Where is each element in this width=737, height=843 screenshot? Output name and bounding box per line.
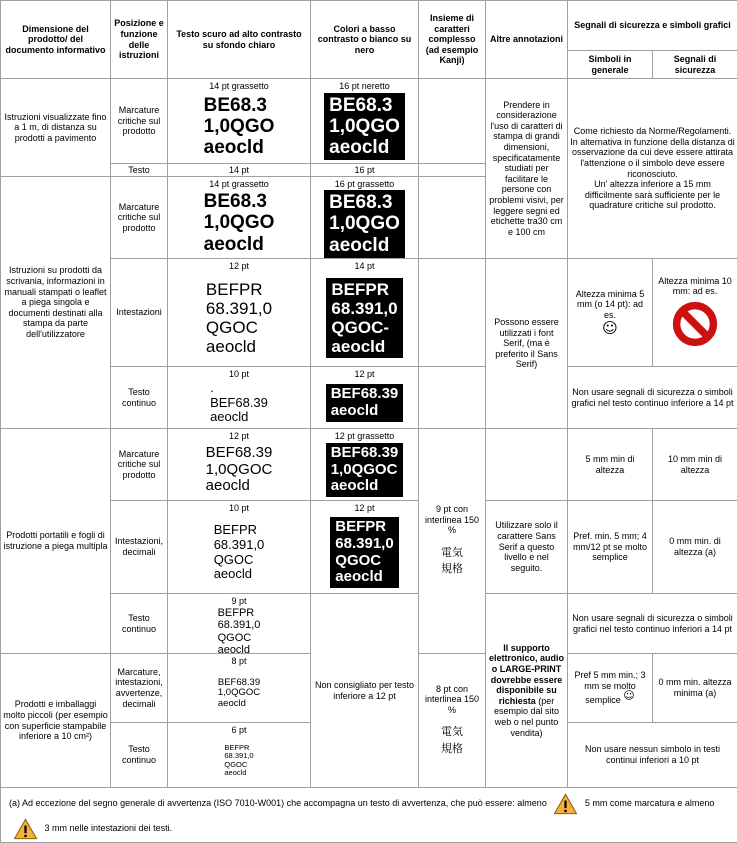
pt-size-label: 14 pt grassetto [209,179,269,189]
text-line: Istruzioni visualizzate fino a 1 m, di distanza su prodotti a pavimento [4,111,107,143]
pt-size-label: 14 pt [354,261,375,271]
sample-line: aeocld [330,402,379,419]
sample-wrap [313,190,416,258]
cell-posizione-r3c [111,594,168,654]
sample-text [214,523,265,581]
sample-wrap [170,442,308,498]
sample-wrap [170,667,308,720]
text-line: 16 pt [354,164,375,175]
sample-line: 1,0QGO [203,115,275,137]
cell-annotazioni-r4 [486,594,568,788]
sample-line: aeocld [213,566,252,582]
sample-wrap [313,272,416,364]
text-line: Marcature critiche sul prodotto [117,201,161,233]
sample-line: 1,0QGO [203,212,275,234]
smiley-icon: ☺ [623,689,635,703]
sample-line: QGOC [205,318,258,337]
sample-line: 1,0QGO [329,213,400,235]
sample-wrap [313,380,416,426]
sample-line: QGOC [217,631,252,644]
sample-light-r3b [168,501,311,594]
sample-line: BEFPR [213,522,258,538]
normal-text-span: (per esempio dal sito web o nel punto vendita) [493,695,560,738]
footnote-text-3: 3 mm nelle intestazioni dei testi. [44,823,173,833]
sample-line: QGOC [335,551,382,569]
text-line: Insieme di caratteri complesso (ad esempio Kanji) [425,12,479,66]
sample-line: BEFPR [205,279,263,299]
sample-line: aeocld [217,697,246,709]
sample-wrap [313,514,416,591]
text-line: Non usare nessun simbolo in testi continui inferiori a 10 pt [584,744,721,765]
text-line: 8 pt con interlinea 150 % [424,683,480,715]
cell-segnali-0mm-minima-a [653,654,737,723]
warning-triangle-icon-2 [13,818,38,840]
sample-wrap [170,92,308,161]
footnote [1,788,737,843]
text-line: 14 pt [228,164,250,175]
sample-line: 68.391,0 [217,619,261,632]
cell-posizione-r4b [111,723,168,788]
sample-wrap [170,190,308,256]
sample-wrap [313,442,416,498]
pt-size-label: 6 pt [231,725,247,735]
sample-line: 68.391,0 [335,534,394,552]
text-line: 0 mm min. di altezza (a) [669,536,721,557]
sample-line: BE68.3 [329,94,393,116]
cell-simboli-altezza-5mm [568,259,653,367]
header-segnali-di-sicurezza [653,51,737,79]
pt-size-label: 12 pt [228,261,250,271]
sample-light-r4b [168,723,311,788]
sample-line: BEFPR [331,279,390,299]
cell-posizione-r4a [111,654,168,723]
kanji-line: 規格 [441,741,463,755]
cell-simboli-5mm-min [568,429,653,501]
cell-non-usare-14pt-1 [568,367,737,429]
pt-size-label: 12 pt [228,431,250,441]
text-line: Come richiesto da Norme/Regolamenti. In alternativa in funzione della distanza di osservazione da cui deve essere attirata l'attenzione o il simbolo deve essere riconosciuto. [570,126,735,179]
sample-dark-r3a [311,429,419,501]
sample-line: aeocld [329,137,390,159]
text-line: Dimensione del prodotto/ del documento informativo [5,23,106,55]
header-insieme-caratteri-kanji [419,1,486,79]
sample-line: BEF68.39 [210,394,268,410]
header-posizione-funzione [111,1,168,79]
sample-line: BE68.3 [203,94,267,116]
cell-simboli-pref-min-5mm [568,501,653,594]
sample-line: 1,0QGOC [330,460,398,478]
text-line: Non consigliato per testo inferiore a 12 pt [314,679,415,701]
sample-line: aeocld [217,643,250,654]
sample-wrap [170,514,308,591]
cell-kanji-empty-r2a [419,177,486,259]
sample-line: aeocld [331,337,386,357]
sample-line: QGOC- [331,318,390,337]
text-line: Non usare segnali di sicurezza o simboli grafici nel testo continuo inferiori a 14 pt [572,612,733,634]
sample-line: aeocld [205,337,257,357]
pt-size-label: 12 pt [354,503,375,513]
sample-line: aeocld [335,568,383,586]
pt-size-label: 8 pt [231,656,247,666]
sample-line: BE68.3 [329,192,393,213]
pt-size-label: 12 pt [354,369,375,379]
cell-segnali-10mm-min [653,429,737,501]
cell-non-consigliato [311,594,419,788]
cell-dimensione-r3 [1,429,111,654]
cell-segnali-r1-merged [568,79,737,259]
sample-text-dark [326,443,404,497]
cell-testo-14pt [168,164,311,177]
sample-light-r3a [168,429,311,501]
text-line: Prodotti e imballaggi molto piccoli (per esempio con superficie stampabile inferiore a 10 cm²) [3,699,108,742]
footnote-text-2: 5 mm come marcatura e almeno [584,798,715,808]
text-line: Testo continuo [121,386,157,408]
header-colori-basso-contrasto [311,1,419,79]
sample-line: QGOC [213,551,254,567]
text-line: Simboli in generale [588,53,632,75]
cell-kanji-empty-r2c [419,367,486,429]
sample-line: aeocld [203,233,264,255]
sample-line: BEF68.39 [205,443,273,461]
sample-line: aeocld [203,137,264,159]
text-line: Utilizzare solo il carattere Sans Serif a questo livello e nel seguito. [495,520,558,573]
sample-text [204,95,275,159]
sample-light-r2b [168,259,311,367]
sample-line: BEFPR [217,607,255,619]
sample-line: . [210,380,214,396]
sample-wrap [170,380,308,426]
sample-line: BEFPR [224,742,250,752]
cell-dimensione-r1 [1,79,111,177]
text-line: Intestazioni, decimali [114,536,164,557]
sample-line: aeocld [210,409,249,425]
text-line: Non usare segnali di sicurezza o simboli grafici nel testo continuo inferiore a 14 pt [571,386,734,408]
text-line: Posizione e funzione delle istruzioni [114,18,164,61]
cell-posizione-r2a [111,177,168,259]
cell-posizione-r2b [111,259,168,367]
sample-text [204,191,275,255]
cell-kanji-empty-r2b [419,259,486,367]
sample-text-dark [330,517,398,588]
sample-dark-r2a [311,177,419,259]
cell-annotazioni-r1 [486,79,568,259]
text-line [570,670,650,706]
cell-annotazioni-r2 [486,259,568,429]
text-line: 9 pt con interlinea 150 % [424,504,480,536]
cell-non-usare-10pt [568,723,737,788]
sample-line: 68.391,0 [213,536,265,552]
sample-dark-r1a [311,79,419,164]
text-span: Pref 5 mm min.; 3 mm se molto semplice [574,670,646,706]
text-line: 10 mm min di altezza [667,453,722,475]
text-line: Segnali di sicurezza e simboli grafici [574,20,731,31]
sample-dark-r3b [311,501,419,594]
sample-line: aeocld [330,477,379,495]
pt-size-label: 10 pt [228,369,250,379]
header-altre-annotazioni [486,1,568,79]
sample-light-r2a [168,177,311,259]
text-line: Testo [128,164,150,175]
sample-line: 68.391,0 [224,751,254,761]
sample-dark-r2c [311,367,419,429]
cell-simboli-pref-5mm-smiley [568,654,653,723]
text-line [488,643,565,738]
header-segnali-sicurezza-simboli [568,1,737,51]
sample-text-dark [324,190,405,258]
text-line: Altezza minima 5 mm (o 14 pt): ad es. [575,288,645,320]
text-line: 5 mm min di altezza [585,453,635,475]
sample-light-r2c [168,367,311,429]
cell-posizione-r1a [111,79,168,164]
sample-line: 68.391,0 [331,298,398,318]
pt-size-label: 9 pt [231,596,247,606]
sample-wrap [170,736,308,785]
pt-size-label: 10 pt [228,503,250,513]
kanji-line: 電気 [441,725,463,739]
cell-posizione-r3b [111,501,168,594]
text-line: 0 mm min. altezza minima (a) [658,677,732,698]
cell-kanji-r4 [419,654,486,788]
sample-line: aeocld [224,767,247,777]
cell-posizione-r2c [111,367,168,429]
sample-line: BEF68.39 [217,676,261,688]
cell-segnali-0mm-a [653,501,737,594]
text-line: Testo continuo [121,612,157,634]
prohibition-icon [672,301,718,350]
sample-text-dark [326,384,404,422]
cell-annotazioni-r3a-empty [486,429,568,501]
sample-wrap [170,607,308,654]
sample-line: BEF68.39 [330,385,399,403]
pt-size-label: 16 pt neretto [339,81,390,91]
warning-triangle-icon [553,793,578,815]
sample-text [224,744,253,778]
text-line: Colori a basso contrasto o bianco su nero [317,23,412,55]
header-dimensione-prodotto [1,1,111,79]
sample-line: aeocld [329,234,390,256]
sample-text-dark [326,278,402,358]
kanji-sample-text [441,724,463,757]
cell-posizione-r1b [111,164,168,177]
sample-line: BEFPR [335,517,387,535]
text-line: Intestazioni [116,307,162,318]
cell-dimensione-r2 [1,177,111,429]
text-line: Un' altezza inferiore a 15 mm difficilmente sarà sufficiente per le quadrature critiche sul prodotto. [584,179,721,211]
smiley-icon: ☺ [602,319,618,338]
header-testo-scuro [168,1,311,79]
cell-segnali-altezza-10mm [653,259,737,367]
sample-wrap [170,272,308,364]
text-line: Possono essere utilizzati i font Serif, (ma è preferito il Sans Serif) [494,316,559,370]
text-line: Testo continuo [121,744,157,765]
sample-line: QGOC [224,759,248,769]
text-line: Altezza minima 10 mm: ad es. [658,275,732,297]
text-line: Testo scuro ad alto contrasto su sfondo chiaro [176,28,302,50]
sample-line: 1,0QGO [329,115,400,137]
sample-wrap [313,92,416,161]
pt-size-label: 12 pt grassetto [334,431,395,441]
text-line: Marcature critiche sul prodotto [117,448,161,480]
text-line: Prodotti portatili e fogli di istruzione a piega multipla [3,530,108,551]
pt-size-label: 16 pt grassetto [334,179,395,189]
sample-text [206,445,273,495]
sample-text [218,678,260,710]
text-line: Pref. min. 5 mm; 4 mm/12 pt se molto semplice [572,531,648,563]
sample-line: 68.391,0 [205,298,273,318]
sample-line: aeocld [205,477,250,495]
sample-light-r3c [168,594,311,654]
text-line: Marcature, intestazioni, avvertenze, decimali [115,666,163,709]
sample-text-dark [324,93,405,161]
kanji-line: 規格 [441,562,463,576]
sample-light-r1a [168,79,311,164]
cell-non-usare-14pt-2 [568,594,737,654]
sample-light-r4a [168,654,311,723]
cell-kanji-empty-r1b [419,164,486,177]
sample-text [210,381,268,425]
text-line: Segnali di sicurezza [673,53,717,75]
header-simboli-in-generale [568,51,653,79]
cell-dimensione-r4 [1,654,111,788]
text-line: Istruzioni su prodotti da scrivania, informazioni in manuali stampati o leaflet a piega singola e documenti destinati alla stampa da parte dell'utilizzatore [4,265,107,340]
kanji-sample-text [441,545,463,578]
cell-kanji-r3 [419,429,486,654]
sample-line: BE68.3 [203,191,267,213]
cell-posizione-r3a [111,429,168,501]
cell-testo-16pt [311,164,419,177]
pt-size-label: 14 pt grassetto [209,81,269,91]
kanji-line: 電気 [441,545,463,559]
sample-text [218,607,261,654]
cell-kanji-empty-r1a [419,79,486,164]
text-line: Altre annotazioni [489,34,563,45]
text-line: Marcature critiche sul prodotto [117,105,161,137]
footnote-text-1: (a) Ad eccezione del segno generale di avvertenza (ISO 7010-W001) che accompagna un testo di avvertenza, che può essere: almeno [9,798,547,808]
sample-line: 1,0QGOC [205,460,273,478]
sample-dark-r2b [311,259,419,367]
cell-annotazioni-r3b [486,501,568,594]
sample-line: BEF68.39 [330,443,399,461]
sample-text [206,280,272,356]
sample-line: 1,0QGOC [217,687,261,699]
text-line: Prendere in considerazione l'uso di caratteri di stampa di grandi dimensioni, specificatamente studiati per facilitare le persone con problemi visivi, per leggere segni ed etichette tra30 cm e 100 cm [489,99,564,237]
bold-text-span: Il supporto elettronico, audio o LARGE-PRINT dovrebbe essere disponibile su richiesta [488,642,564,706]
